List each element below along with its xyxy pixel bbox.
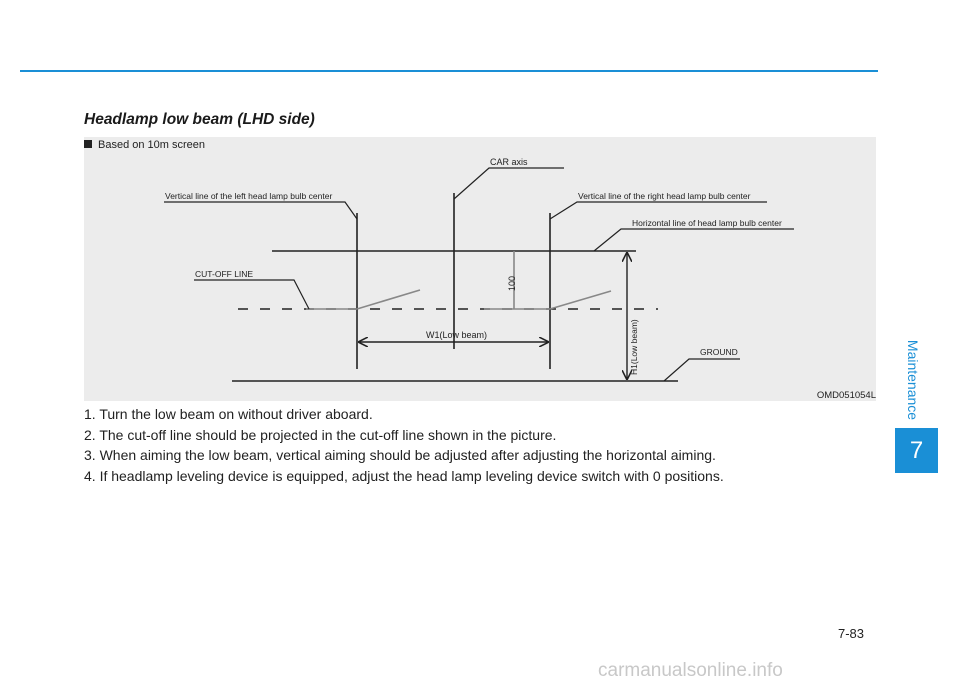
section-side-label: Maintenance — [905, 339, 921, 421]
horizontal-line-leader — [594, 229, 794, 251]
right-vertical-leader — [550, 202, 767, 219]
dimension-100-label: 100 — [507, 275, 517, 291]
right-vertical-label: Vertical line of the right head lamp bulb center — [578, 191, 751, 201]
w1-label: W1(Low beam) — [426, 330, 488, 340]
header-rule — [20, 70, 878, 72]
h1-label: H1(Low beam) — [629, 319, 639, 375]
watermark: carmanualsonline.info — [598, 660, 783, 681]
diagram-svg — [84, 137, 876, 401]
chapter-tab: 7 — [895, 428, 938, 473]
left-cutoff-slope — [357, 290, 420, 309]
cutoff-line-label: CUT-OFF LINE — [195, 269, 254, 279]
headlamp-aiming-diagram — [84, 137, 876, 401]
screen-note-text: Based on 10m screen — [98, 139, 206, 151]
left-vertical-leader — [164, 202, 357, 219]
horizontal-line-label: Horizontal line of head lamp bulb center — [632, 218, 782, 228]
right-cutoff-slope — [550, 291, 611, 309]
car-axis-leader — [454, 168, 564, 199]
instruction-item: 2. The cut-off line should be projected in the cut-off line shown in the picture. — [84, 426, 557, 443]
section-title: Headlamp low beam (LHD side) — [84, 111, 315, 128]
instruction-item: 1. Turn the low beam on without driver aboard. — [84, 406, 373, 422]
figure-code: OMD051054L — [816, 390, 876, 401]
ground-leader — [664, 359, 740, 381]
ground-label: GROUND — [700, 347, 738, 357]
left-vertical-label: Vertical line of the left head lamp bulb center — [165, 191, 333, 201]
instruction-item: 4. If headlamp leveling device is equipped, adjust the head lamp leveling device switch with 0 positions. — [84, 467, 724, 484]
instruction-list — [84, 404, 724, 486]
instruction-item: 3. When aiming the low beam, vertical aiming should be adjusted after adjusting the horizontal aiming. — [84, 447, 716, 463]
car-axis-label: CAR axis — [490, 157, 528, 167]
page-number: 7-83 — [838, 626, 865, 641]
cutoff-leader — [194, 280, 309, 309]
